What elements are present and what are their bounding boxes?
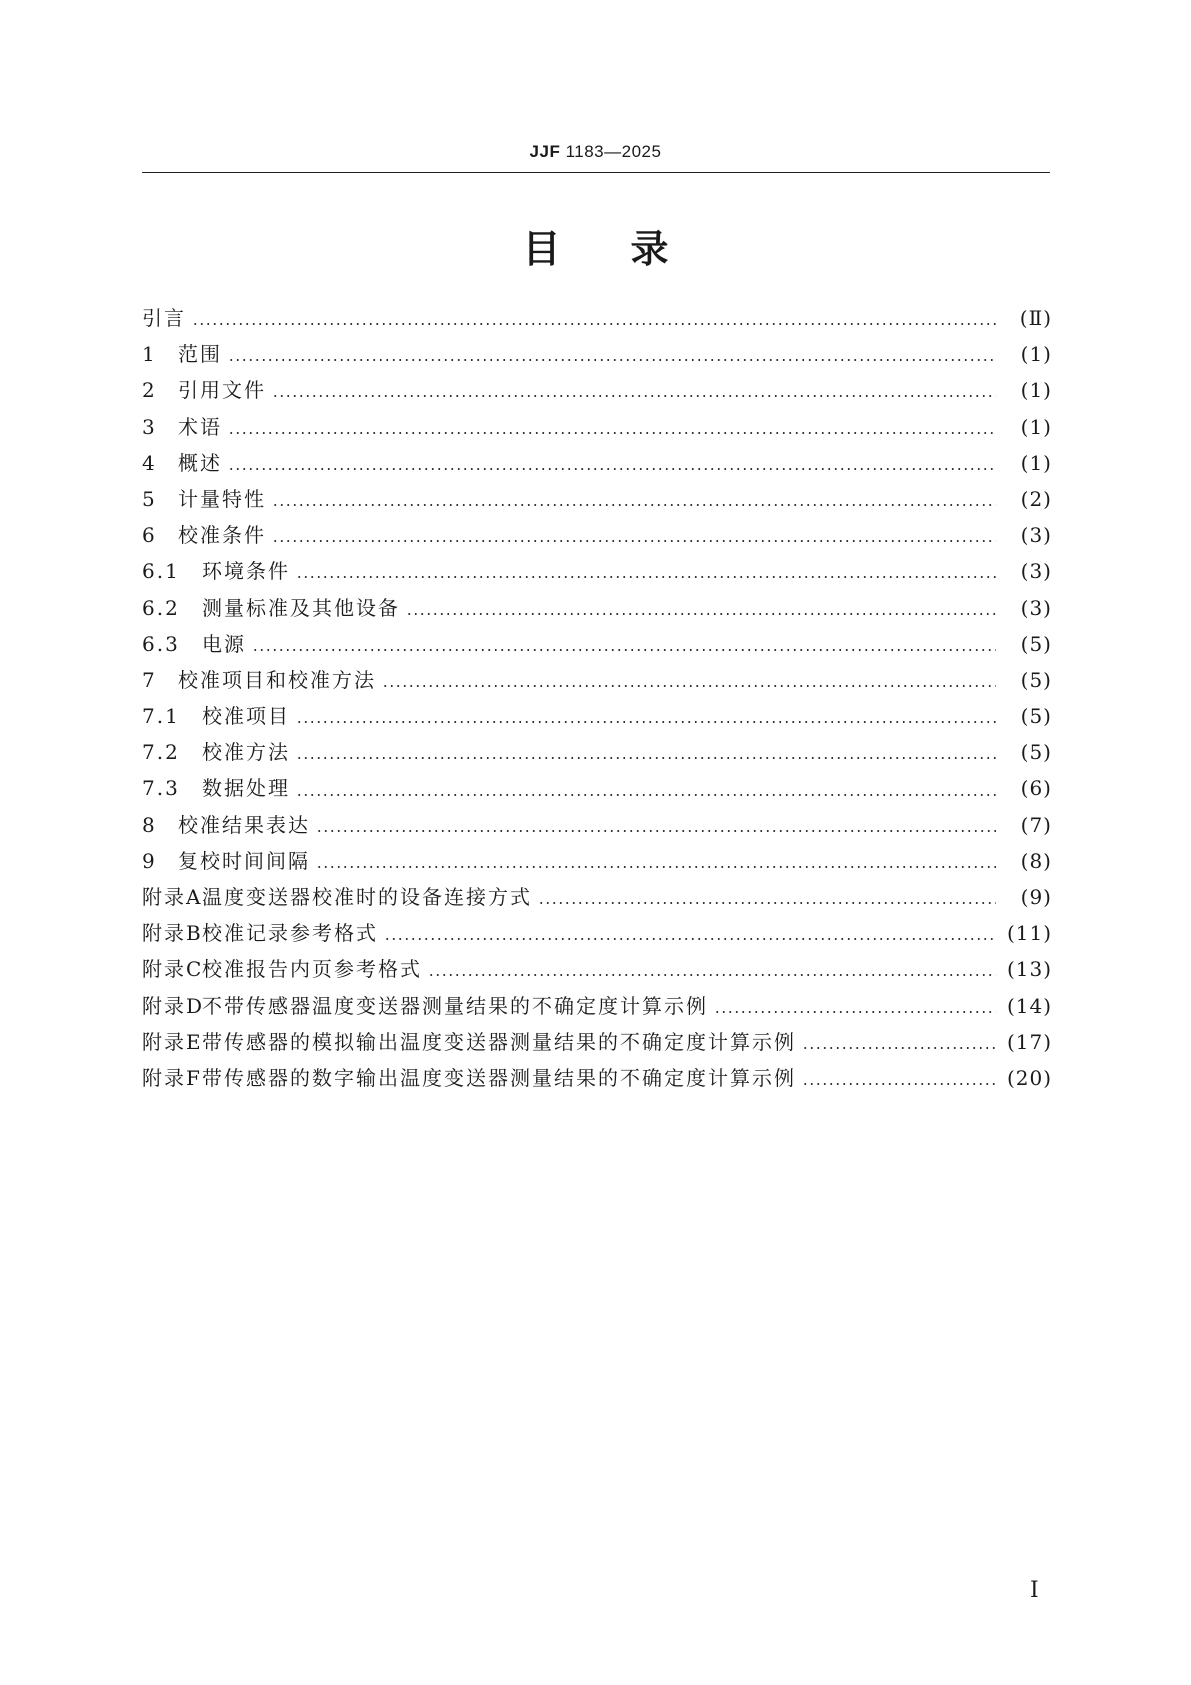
toc-entry[interactable] [142,445,1052,481]
toc-entry-page: (17) [1006,1029,1052,1054]
toc-entry-page: (3) [1020,523,1052,548]
toc-entry-label: 数据处理 [202,776,290,801]
toc-entry-label: 带传感器的数字输出温度变送器测量结果的不确定度计算示例 [202,1065,796,1090]
toc-entry-number: 5 [142,486,157,511]
toc-entry-label: 校准项目和校准方法 [178,667,376,692]
toc-entry[interactable] [142,517,1052,553]
toc-entry-label: 测量标准及其他设备 [202,595,400,620]
toc-entry-label: 校准记录参考格式 [202,921,378,946]
toc-entry-number: 2 [142,378,157,403]
toc-entry[interactable] [142,481,1052,517]
toc-entry-page: (1) [1020,414,1052,439]
toc-entry-page: (11) [1006,921,1052,946]
toc-entry-page: (20) [1006,1065,1052,1090]
toc-leader-dots [384,923,996,943]
toc-entry-label: 校准方法 [202,740,290,765]
toc-leader-dots [428,959,996,979]
toc-leader-dots [802,1068,996,1088]
toc-entry-page: (6) [1020,776,1052,801]
standard-number: 1183—2025 [565,142,662,161]
toc-entry[interactable] [142,807,1052,843]
toc-leader-dots [538,887,996,907]
toc-entry-number: 附录E [142,1029,203,1054]
toc-leader-dots [296,561,996,581]
toc-entry[interactable] [142,300,1052,336]
toc-entry-number: 附录F [142,1065,202,1090]
toc-entry-label: 校准结果表达 [178,812,310,837]
toc-leader-dots [296,779,996,799]
toc-leader-dots [406,598,996,618]
toc-entry-page: (5) [1020,740,1052,765]
toc-entry[interactable] [142,626,1052,662]
toc-entry-label: 电源 [202,631,246,656]
toc-entry[interactable] [142,734,1052,770]
toc-entry[interactable] [142,662,1052,698]
toc-leader-dots [252,634,996,654]
toc-leader-dots [272,489,996,509]
toc-leader-dots [192,308,996,328]
toc-entry[interactable] [142,336,1052,372]
toc-entry[interactable] [142,372,1052,408]
toc-entry-number: 附录C [142,957,204,982]
toc-leader-dots [316,851,996,871]
toc-leader-dots [802,1032,996,1052]
toc-entry[interactable] [142,988,1052,1024]
toc-entry-page: (3) [1020,559,1052,584]
toc-entry-number: 4 [142,450,157,475]
toc-entry-label: 校准条件 [178,523,266,548]
toc-entry-number: 7.1 [142,704,180,729]
toc-entry-label: 术语 [178,414,222,439]
toc-entry-page: (1) [1020,342,1052,367]
toc-entry-number: 6.2 [142,595,180,620]
toc-leader-dots [714,996,996,1016]
toc-entry-label: 环境条件 [202,559,290,584]
toc-entry[interactable] [142,409,1052,445]
toc-entry-page: (Ⅱ) [1019,306,1052,330]
toc-leader-dots [228,344,996,364]
toc-entry-page: (5) [1020,704,1052,729]
document-code-header [0,142,1191,162]
toc-entry-number: 1 [142,342,157,367]
toc-entry-label: 概述 [178,450,222,475]
toc-entry[interactable] [142,951,1052,987]
toc-entry-number: 7 [142,667,157,692]
toc-leader-dots [228,453,996,473]
toc-entry-number: 附录B [142,921,203,946]
toc-entry[interactable] [142,698,1052,734]
toc-entry-number: 9 [142,848,157,873]
standard-prefix: JJF [529,142,561,161]
toc-entry[interactable] [142,770,1052,806]
toc-leader-dots [228,417,996,437]
toc-entry-page: (3) [1020,595,1052,620]
toc-entry-label: 温度变送器校准时的设备连接方式 [202,885,532,909]
toc-entry-page: (13) [1006,957,1052,982]
toc-entry[interactable] [142,590,1052,626]
toc-entry-number: 6.3 [142,631,180,656]
toc-entry-label: 带传感器的模拟输出温度变送器测量结果的不确定度计算示例 [202,1029,796,1054]
toc-entry-page: (7) [1020,812,1052,837]
toc-entry[interactable] [142,1024,1052,1060]
header-divider [142,172,1050,173]
toc-entry-label: 不带传感器温度变送器测量结果的不确定度计算示例 [202,993,708,1018]
toc-leader-dots [296,706,996,726]
toc-leader-dots [272,525,996,545]
toc-entry-label: 校准报告内页参考格式 [202,957,422,982]
toc-entry-number: 7.3 [142,776,180,801]
toc-leader-dots [382,670,996,690]
toc-title: 目录 [522,227,739,271]
toc-entry-number: 8 [142,812,157,837]
toc-entry-page: (8) [1020,848,1052,873]
page-number: I [1030,1578,1039,1603]
toc-leader-dots [296,742,996,762]
toc-entry[interactable] [142,879,1052,915]
toc-entry[interactable] [142,553,1052,589]
toc-entry[interactable] [142,1060,1052,1096]
toc-entry-label: 复校时间间隔 [178,848,310,873]
toc-entry-page: (1) [1020,450,1052,475]
toc-entry-label: 计量特性 [178,486,266,511]
toc-entry-number: 3 [142,414,157,439]
toc-entry-number: 6.1 [142,559,180,584]
toc-entry-number: 7.2 [142,740,180,765]
toc-entry-number: 附录D [142,993,205,1018]
toc-entry-label: 校准项目 [202,704,290,729]
toc-entry-page: (9) [1020,885,1052,909]
toc-entry-page: (14) [1006,993,1052,1018]
toc-entry-page: (2) [1020,486,1052,511]
toc-entry[interactable] [142,915,1052,951]
toc-entry-page: (5) [1020,631,1052,656]
toc-entry-label: 引用文件 [178,378,266,403]
toc-entry-number: 6 [142,523,157,548]
table-of-contents [142,300,1052,1096]
toc-entry[interactable] [142,843,1052,879]
toc-leader-dots [316,815,996,835]
toc-entry-page: (1) [1020,378,1052,403]
toc-leader-dots [272,380,996,400]
toc-entry-page: (5) [1020,667,1052,692]
toc-entry-label: 引言 [142,306,186,330]
toc-entry-label: 范围 [178,342,222,367]
toc-entry-number: 附录A [142,885,203,909]
